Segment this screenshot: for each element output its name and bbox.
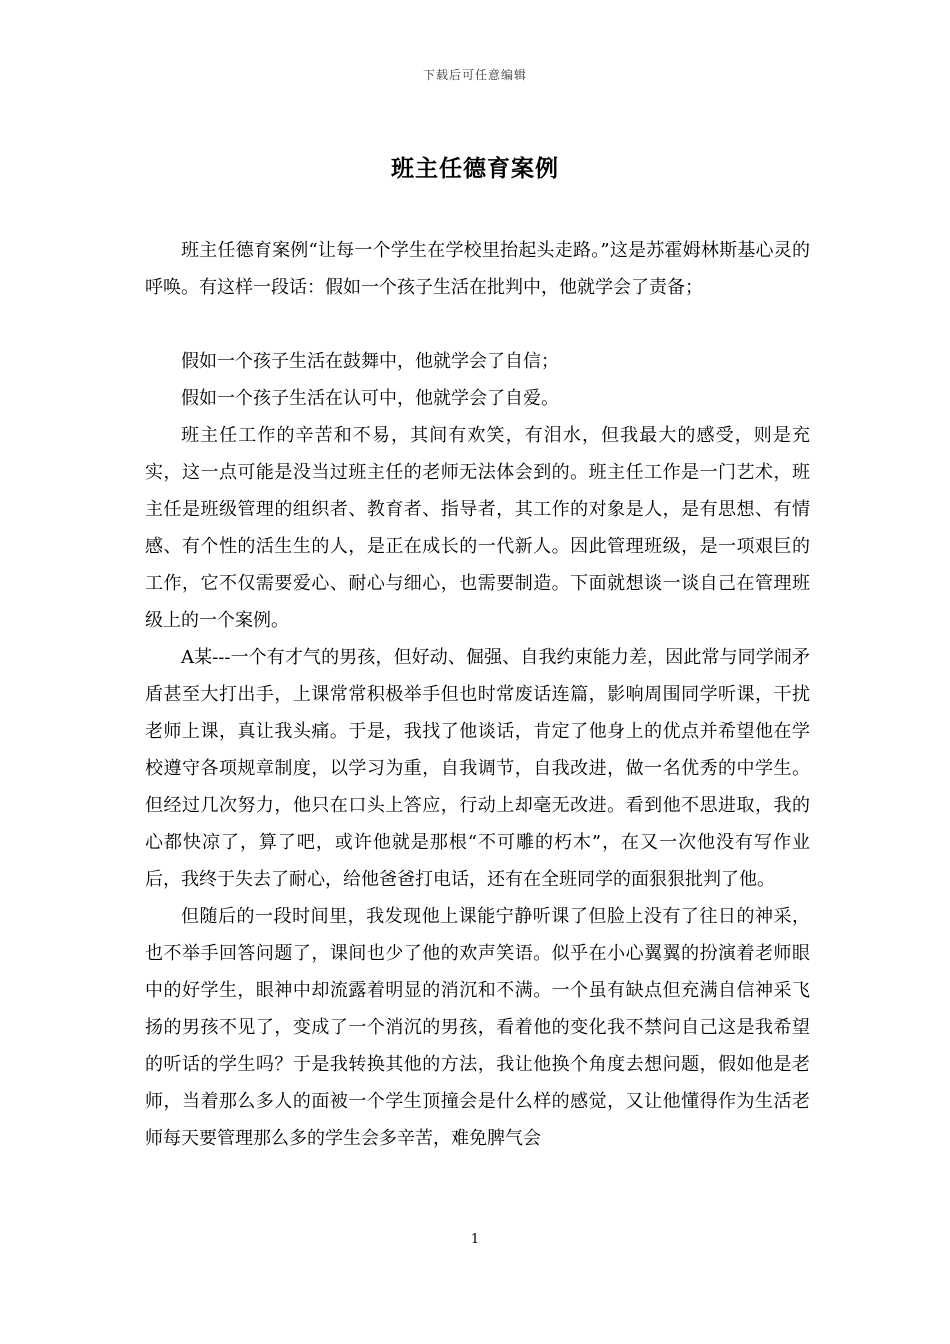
paragraph-followup: 但随后的一段时间里，我发现他上课能宁静听课了但脸上没有了往日的神采，也不举手回答问题了，课间也少了他的欢声笑语。似乎在小心翼翼的扮演着老师眼中的好学生，眼神中却流露着明显的消沉和不满。一个虽有缺点但充满自信神采飞扬的男孩不见了，变成了一个消沉的男孩，看着他的变化我不禁问自己这是我希望的听话的学生吗？于是我转换其他的方法，我让他换个角度去想问题，假如他是老师，当着那么多人的面被一个学生顶撞会是什么样的感觉，又让他懂得作为生活老师每天要管理那么多的学生会多辛苦，难免脾气会 [145,906,810,1149]
paragraph-quote-1: 假如一个孩子生活在鼓舞中，他就学会了自信； [181,351,559,372]
page-number: 1 [470,1232,480,1247]
paragraph-quote-2: 假如一个孩子生活在认可中，他就学会了自爱。 [181,388,559,409]
paragraph-intro: 班主任德育案例“让每一个学生在学校里抬起头走路。”这是苏霍姆林斯基心灵的呼唤。有这样一段话：假如一个孩子生活在批判中，他就学会了责备； [145,240,810,298]
header-note: 下载后可任意编辑 [422,68,527,82]
document-body [145,232,810,1157]
paragraph-reflection: 班主任工作的辛苦和不易，其间有欢笑，有泪水，但我最大的感受，则是充实，这一点可能是没当过班主任的老师无法体会到的。班主任工作是一门艺术，班主任是班级管理的组织者、教育者、指导者，其工作的对象是人，是有思想、有情感、有个性的活生生的人，是正在成长的一代新人。因此管理班级，是一项艰巨的工作，它不仅需要爱心、耐心与细心，也需要制造。下面就想谈一谈自己在管理班级上的一个案例。 [145,425,810,631]
document-title: 班主任德育案例 [391,155,559,182]
paragraph-case-a: A某---一个有才气的男孩，但好动、倔强、自我约束能力差，因此常与同学闹矛盾甚至大打出手，上课常常积极举手但也时常废话连篇，影响周围同学听课，干扰老师上课，真让我头痛。于是，我找了他谈话，肯定了他身上的优点并希望他在学校遵守各项规章制度，以学习为重，自我调节，自我改进，做一名优秀的中学生。但经过几次努力，他只在口头上答应，行动上却毫无改进。看到他不思进取，我的心都快凉了，算了吧，或许他就是那根“不可雕的朽木”，在又一次他没有写作业后，我终于失去了耐心，给他爸爸打电话，还有在全班同学的面狠狠批判了他。 [145,647,810,890]
